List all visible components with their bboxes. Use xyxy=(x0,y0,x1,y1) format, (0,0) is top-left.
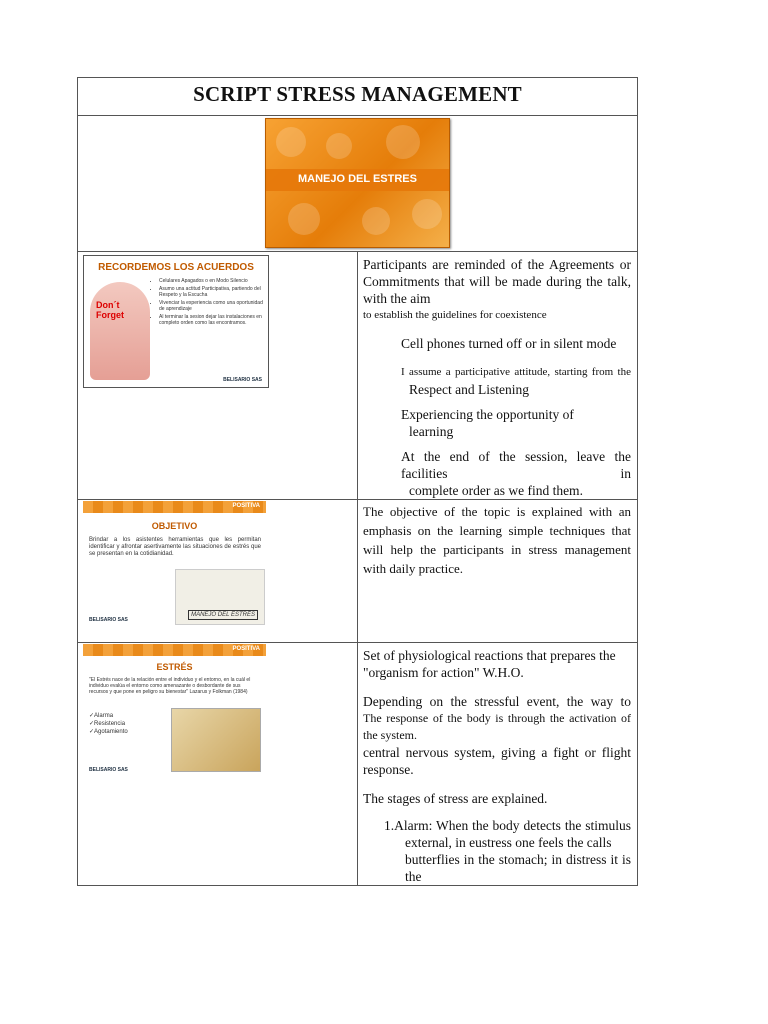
stress-slide-thumbnail xyxy=(83,644,266,777)
stage-item: ✓Resistencia xyxy=(89,721,126,727)
checkbox-glyph-icon xyxy=(388,406,401,440)
cartoon-label: MANEJO DEL ESTRÉS xyxy=(188,610,258,620)
script-table xyxy=(77,77,638,886)
agreement-bullet xyxy=(388,364,631,398)
stress-stages-intro: The stages of stress are explained. xyxy=(363,791,548,806)
dont-forget-sticker: Don´t Forget xyxy=(96,300,124,320)
objective-text-cell xyxy=(358,500,638,643)
agreement-bullet xyxy=(388,448,631,499)
stress-definition: "organism for action" W.H.O. xyxy=(363,665,524,680)
agreement-text: Cell phones turned off or in silent mode xyxy=(401,336,617,351)
agreement-text: learning xyxy=(409,424,454,439)
stage-item: ✓Agotamiento xyxy=(89,729,128,735)
stage-item: ✓Alarma xyxy=(89,713,114,719)
agreement-text: I assume a participative attitude, starting from the xyxy=(401,366,631,378)
stress-stages-list xyxy=(89,712,128,736)
slide-bullet: • Asumo una actitud Participativa, partiendo del Respeto y la Escucha xyxy=(159,286,267,298)
document-title: SCRIPT STRESS MANAGEMENT xyxy=(193,82,522,106)
agreements-slide-bullets xyxy=(150,278,267,328)
agreements-slide-thumbnail xyxy=(83,255,269,388)
checkbox-glyph-icon xyxy=(388,364,401,398)
alarm-stage: external, in eustress one feels the calls xyxy=(405,835,612,850)
agreements-intro-small: to establish the guidelines for coexistence xyxy=(363,309,547,321)
agreement-text: At the end of the session, leave the facilities in xyxy=(401,449,631,481)
cover-cell xyxy=(78,116,638,252)
belisario-logo: BELISARIO SAS xyxy=(89,617,128,623)
stress-response: The response of the body is through the activation of the system. xyxy=(363,711,631,742)
slide-cell-agreements xyxy=(78,252,358,500)
stress-slide-quote: "El Estrés nace de la relación entre el individuo y el entorno, en la cuál el individuo evalúa el entorno como amenazante o desbordante de sus recursos y que pone en peligro su bienestar" Lazarus y Folkman (1984) xyxy=(89,677,251,695)
slide-bullet: • Vivenciar la experiencia como una oportunidad de aprendizaje xyxy=(159,300,267,312)
stress-definition: Set of physiological reactions that prepares the xyxy=(363,648,616,663)
stress-response: central nervous system, giving a fight or flight response. xyxy=(363,745,631,777)
belisario-logo: BELISARIO SAS xyxy=(89,767,128,773)
slide-bullet: • Celulares Apagados o en Modo Silencio xyxy=(159,278,267,284)
agreements-intro: Participants are reminded of the Agreements or Commitments that will be made during the talk, with the aim xyxy=(363,257,631,306)
agreement-bullet xyxy=(388,406,631,440)
stressed-cartoon-image xyxy=(175,569,265,625)
belisario-logo: BELISARIO SAS xyxy=(223,377,262,383)
cover-slide-thumbnail xyxy=(265,118,450,248)
stress-text-cell xyxy=(358,643,638,886)
agreement-bullet xyxy=(388,335,631,352)
alarm-stage: butterflies in the stomach; in distress it is the xyxy=(405,852,631,884)
agreements-slide-title: RECORDEMOS LOS ACUERDOS xyxy=(98,262,254,273)
positiva-logo: POSITIVA xyxy=(232,503,260,509)
slide-cell-objective xyxy=(78,500,358,643)
objective-slide-title: OBJETIVO xyxy=(151,521,198,531)
title-cell xyxy=(78,78,638,116)
positiva-logo: POSITIVA xyxy=(232,646,260,652)
objective-slide-thumbnail xyxy=(83,501,266,629)
stress-response: Depending on the stressful event, the way to xyxy=(363,694,631,709)
agreement-text: complete order as we find them. xyxy=(409,483,583,498)
slide-cell-stress xyxy=(78,643,358,886)
agreements-text-cell xyxy=(358,252,638,500)
objective-text: The objective of the topic is explained with an emphasis on the learning simple techniques that will help the participants in stress management with daily practice. xyxy=(363,504,631,576)
agreement-text: Experiencing the opportunity of xyxy=(401,407,574,422)
cover-slide-title: MANEJO DEL ESTRES xyxy=(298,173,417,185)
alarm-stage: 1.Alarm: When the body detects the stimulus xyxy=(384,818,631,833)
agreement-text: Respect and Listening xyxy=(409,382,529,397)
stress-slide-title: ESTRÉS xyxy=(156,662,193,672)
objective-slide-text: Brindar a los asistentes herramientas que les permitan identificar y afrontar asertivamente las situaciones de estrés que se presentan en la cotidianidad. xyxy=(89,537,261,557)
stressed-person-photo xyxy=(171,708,261,772)
checkbox-glyph-icon xyxy=(388,335,401,352)
slide-bullet: • Al terminar la sesion dejar las instalaciones en completo orden como las encontramos. xyxy=(159,314,267,326)
checkbox-glyph-icon xyxy=(388,448,401,499)
finger-ribbon-image xyxy=(90,282,150,380)
